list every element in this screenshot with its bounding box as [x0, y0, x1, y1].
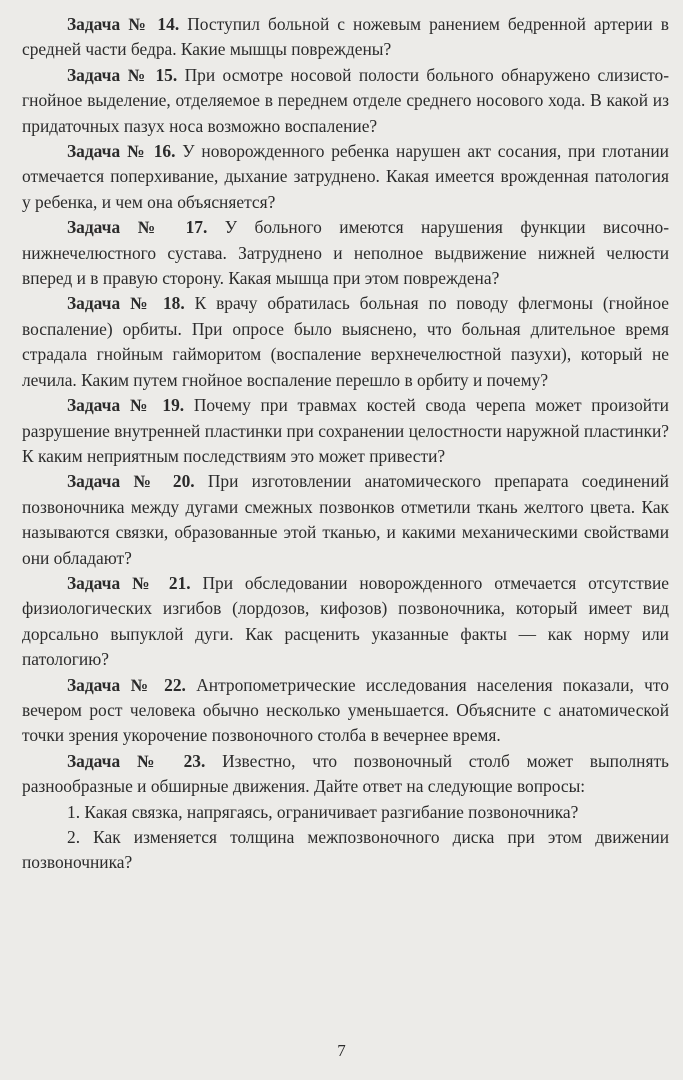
problem-15: [22, 63, 669, 139]
problem-text: У больного имеются нарушения функции височно-нижнечелюстного сустава. Затруднено и неполное выдвижение нижней челюсти вперед и в правую сторону. Какая мышца при этом повреждена?: [22, 217, 669, 289]
problem-23: [22, 749, 669, 800]
problem-16: [22, 139, 669, 215]
problem-number: Задача № 16.: [67, 141, 176, 162]
problem-text: Поступил больной с ножевым ранением бедренной артерии в средней части бедра. Какие мышцы повреждены?: [22, 14, 669, 60]
page-number: 7: [337, 1041, 346, 1060]
problem-number: Задача № 22.: [67, 674, 186, 695]
problem-17: [22, 215, 669, 291]
problem-number: Задача № 15.: [67, 64, 178, 85]
problem-14: [22, 12, 669, 63]
problem-number: Задача № 19.: [67, 395, 185, 416]
problem-number: Задача № 18.: [67, 293, 185, 314]
problem-text: К врачу обратилась больная по поводу флегмоны (гнойное воспаление) орбиты. При опросе было выяснено, что больная длительное время страдала гнойным гайморитом (воспаление верхнечелюстной пазухи), который не лечила. Каким путем гнойное воспаление перешло в орбиту и почему?: [22, 293, 669, 390]
problem-number: Задача № 21.: [67, 572, 191, 593]
problem-number: Задача № 20.: [67, 471, 195, 492]
problem-number: Задача № 23.: [67, 750, 206, 771]
problem-text: У новорожденного ребенка нарушен акт сосания, при глотании отмечается поперхивание, дыхание затруднено. Какая имеется врожденная патология у ребенка, и чем она объясняется?: [22, 141, 669, 212]
problem-22: [22, 673, 669, 749]
problem-text: При изготовлении анатомического препарата соединений позвоночника между дугами смежных позвонков отметили ткань желтого цвета. Как называются связки, образованные этой тканью, и какими механическими свойствами они обладают?: [22, 471, 669, 568]
problem-text: Антропометрические исследования населения показали, что вечером рост человека обычно несколько уменьшается. Объясните с анатомической точки зрения укорочение позвоночного столба в вечернее время.: [22, 674, 669, 746]
problem-21: [22, 571, 669, 673]
problem-19: [22, 393, 669, 469]
problem-18: [22, 291, 669, 393]
problem-text: При осмотре носовой полости больного обнаружено слизисто-гнойное выделение, отделяемое в переднем отделе среднего носового хода. В какой из придаточных пазух носа возможно воспаление?: [22, 64, 669, 136]
sub-question-1: 1. Какая связка, напрягаясь, ограничивает разгибание позвоночника?: [67, 801, 579, 822]
problem-text: Известно, что позвоночный столб может выполнять разнообразные и обширные движения. Дайте ответ на следующие вопросы:: [22, 750, 669, 797]
problem-text: При обследовании новорожденного отмечается отсутствие физиологических изгибов (лордозов, кифозов) позвоночника, который имеет вид дорсально выпуклой дуги. Как расценить указанные факты — как норму или патологию?: [22, 572, 669, 670]
problem-20: [22, 469, 669, 571]
problem-number: Задача № 17.: [67, 217, 208, 238]
problem-text: Почему при травмах костей свода черепа может произойти разрушение внутренней пластинки при сохранении целостности наружной пластинки? К каким неприятным последствиям это может привести?: [22, 395, 669, 466]
sub-question-2: 2. Как изменяется толщина межпозвоночного диска при этом движении позвоночника?: [22, 827, 669, 873]
problem-number: Задача № 14.: [67, 14, 180, 34]
